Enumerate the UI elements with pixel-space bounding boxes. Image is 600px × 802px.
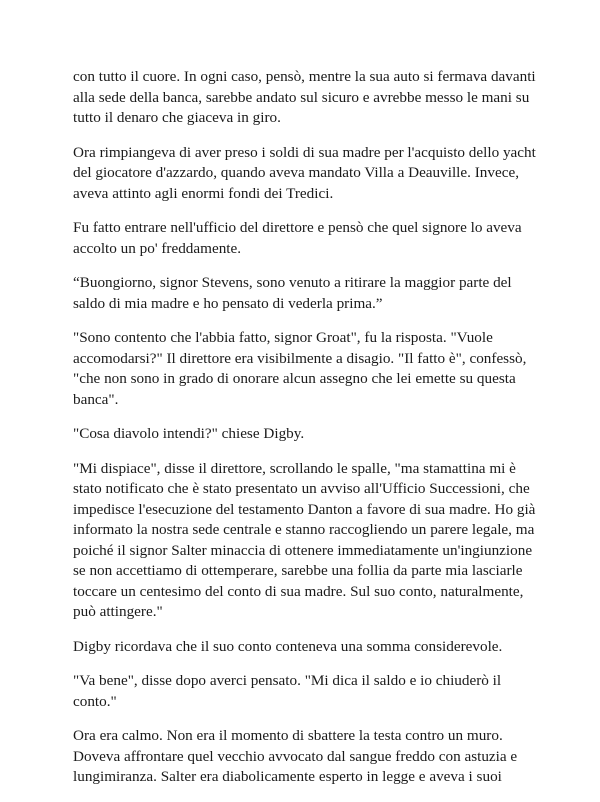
body-text xyxy=(73,67,536,802)
paragraph xyxy=(73,67,536,129)
paragraph xyxy=(73,143,536,205)
text-line: se non accettiamo di ottemperare, sarebbe una follia da parte mia lasciarle xyxy=(73,562,523,579)
text-line: Ora era calmo. Non era il momento di sbattere la testa contro un muro. xyxy=(73,727,503,744)
text-line: "che non sono in grado di onorare alcun assegno che lei emette su questa xyxy=(73,370,516,387)
paragraph xyxy=(73,459,536,623)
text-line: “Buongiorno, signor Stevens, sono venuto a ritirare la maggior parte del xyxy=(73,274,512,291)
text-line: stato notificato che è stato presentato un avviso all'Ufficio Successioni, che xyxy=(73,480,530,497)
text-line: impedisce l'esecuzione del testamento Danton a favore di sua madre. Ho già xyxy=(73,500,536,518)
text-line: poiché il signor Salter minaccia di ottenere immediatamente un'ingiunzione xyxy=(73,541,533,559)
text-line: accolto un po' freddamente. xyxy=(73,239,242,257)
text-line: Ora rimpiangeva di aver preso i soldi di sua madre per l'acquisto dello yacht xyxy=(73,143,536,161)
text-line: aveva attinto agli enormi fondi dei Tredici. xyxy=(73,184,334,202)
paragraph xyxy=(73,218,533,259)
paragraph xyxy=(73,726,533,788)
text-line: lungimiranza. Salter era diabolicamente esperto in legge e aveva i suoi xyxy=(73,768,502,785)
text-line: informato la nostra sede centrale e stanno raccogliendo un parere legale, ma xyxy=(73,521,535,538)
text-line: "Va bene", disse dopo averci pensato. "Mi dica il saldo e io chiuderò il xyxy=(73,672,502,689)
text-line: "Cosa diavolo intendi?" chiese Digby. xyxy=(73,425,305,442)
text-line: "Mi dispiace", disse il direttore, scrollando le spalle, "ma stamattina mi è xyxy=(73,459,516,477)
paragraph xyxy=(73,671,533,712)
text-line: conto." xyxy=(73,692,117,710)
text-line: alla sede della banca, sarebbe andato sul sicuro e avrebbe messo le mani su xyxy=(73,88,530,106)
text-line: tutto il denaro che giaceva in giro. xyxy=(73,109,281,126)
text-line: banca". xyxy=(73,390,119,408)
text-line: può attingere." xyxy=(73,603,163,620)
text-line: accomodarsi?" Il direttore era visibilmente a disagio. "Il fatto è", confessò, xyxy=(73,349,527,367)
text-line: toccare un centesimo del conto di sua madre. Sul suo conto, naturalmente, xyxy=(73,582,524,600)
text-line: del giocatore d'azzardo, quando aveva mandato Villa a Deauville. Invece, xyxy=(73,164,519,181)
text-line: con tutto il cuore. In ogni caso, pensò, mentre la sua auto si fermava davanti xyxy=(73,68,536,85)
paragraph xyxy=(73,328,533,410)
text-line: saldo di mia madre e ho pensato di vederla prima.” xyxy=(73,294,383,312)
text-line: Doveva affrontare quel vecchio avvocato dal sangue freddo con astuzia e xyxy=(73,747,518,765)
text-line: "Sono contento che l'abbia fatto, signor Groat", fu la risposta. "Vuole xyxy=(73,329,493,346)
text-line: Fu fatto entrare nell'ufficio del direttore e pensò che quel signore lo aveva xyxy=(73,219,522,236)
paragraph xyxy=(73,424,533,445)
text-line: Digby ricordava che il suo conto conteneva una somma considerevole. xyxy=(73,637,503,655)
paragraph xyxy=(73,273,533,314)
paragraph xyxy=(73,637,533,658)
